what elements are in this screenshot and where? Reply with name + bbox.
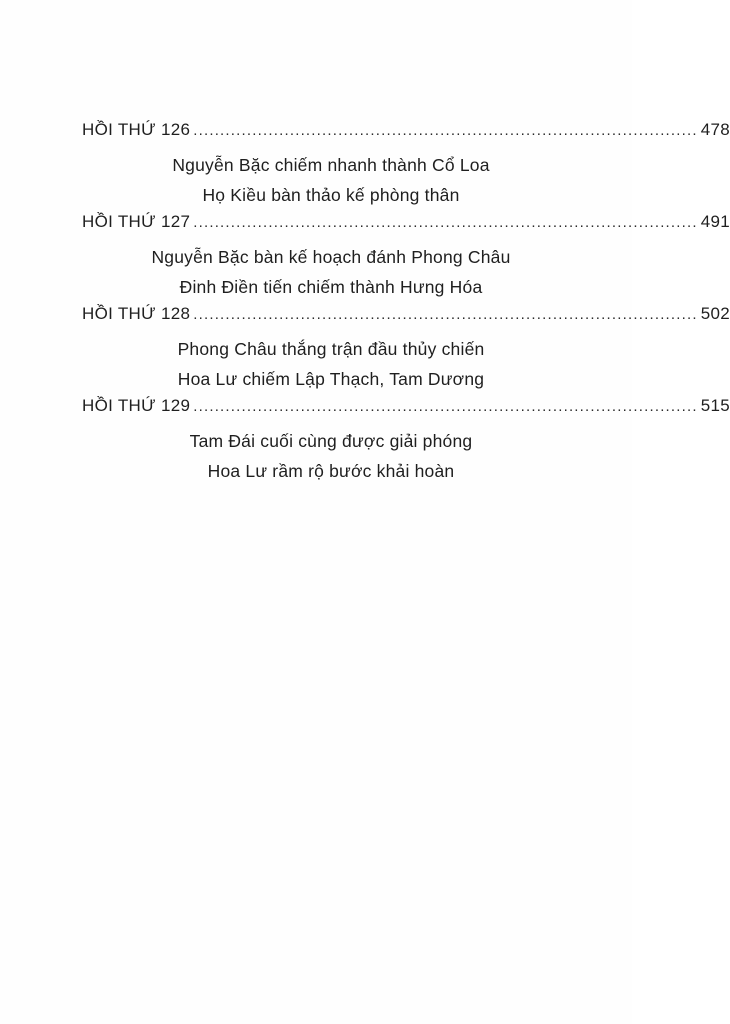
chapter-title: HỒI THỨ 127 bbox=[82, 212, 191, 231]
chapter-subtitle: Tam Đái cuối cùng được giải phóng bbox=[189, 431, 473, 451]
toc-entry-header bbox=[82, 212, 730, 242]
chapter-subtitle: Đinh Điền tiến chiếm thành Hưng Hóa bbox=[179, 277, 483, 297]
chapter-subtitle: Hoa Lư chiếm Lập Thạch, Tam Dương bbox=[177, 369, 485, 389]
chapter-subtitle: Hoa Lư rầm rộ bước khải hoàn bbox=[207, 461, 455, 481]
table-of-contents bbox=[82, 120, 730, 488]
page-number: 491 bbox=[700, 212, 730, 231]
chapter-subtitle: Phong Châu thắng trận đầu thủy chiến bbox=[177, 339, 485, 359]
toc-entry bbox=[82, 120, 730, 210]
leader-dots: .............................................................................................. bbox=[193, 398, 698, 415]
toc-entry-header bbox=[82, 304, 730, 334]
page-number: 515 bbox=[700, 396, 730, 415]
leader-dots: .............................................................................................. bbox=[193, 306, 698, 323]
chapter-title: HỒI THỨ 126 bbox=[82, 120, 191, 139]
chapter-title: HỒI THỨ 129 bbox=[82, 396, 191, 415]
leader-dots: .............................................................................................. bbox=[193, 122, 698, 139]
toc-entry bbox=[82, 396, 730, 486]
leader-dots: .............................................................................................. bbox=[193, 214, 698, 231]
toc-entry-header bbox=[82, 396, 730, 426]
chapter-title: HỒI THỨ 128 bbox=[82, 304, 191, 323]
chapter-subtitle: Nguyễn Bặc bàn kế hoạch đánh Phong Châu bbox=[151, 247, 511, 267]
toc-entry bbox=[82, 212, 730, 302]
chapter-subtitle: Họ Kiều bàn thảo kế phòng thân bbox=[202, 185, 460, 205]
toc-entry bbox=[82, 304, 730, 394]
chapter-subtitle: Nguyễn Bặc chiếm nhanh thành Cổ Loa bbox=[172, 155, 490, 175]
toc-entry-header bbox=[82, 120, 730, 150]
page-number: 502 bbox=[700, 304, 730, 323]
page-number: 478 bbox=[700, 120, 730, 139]
